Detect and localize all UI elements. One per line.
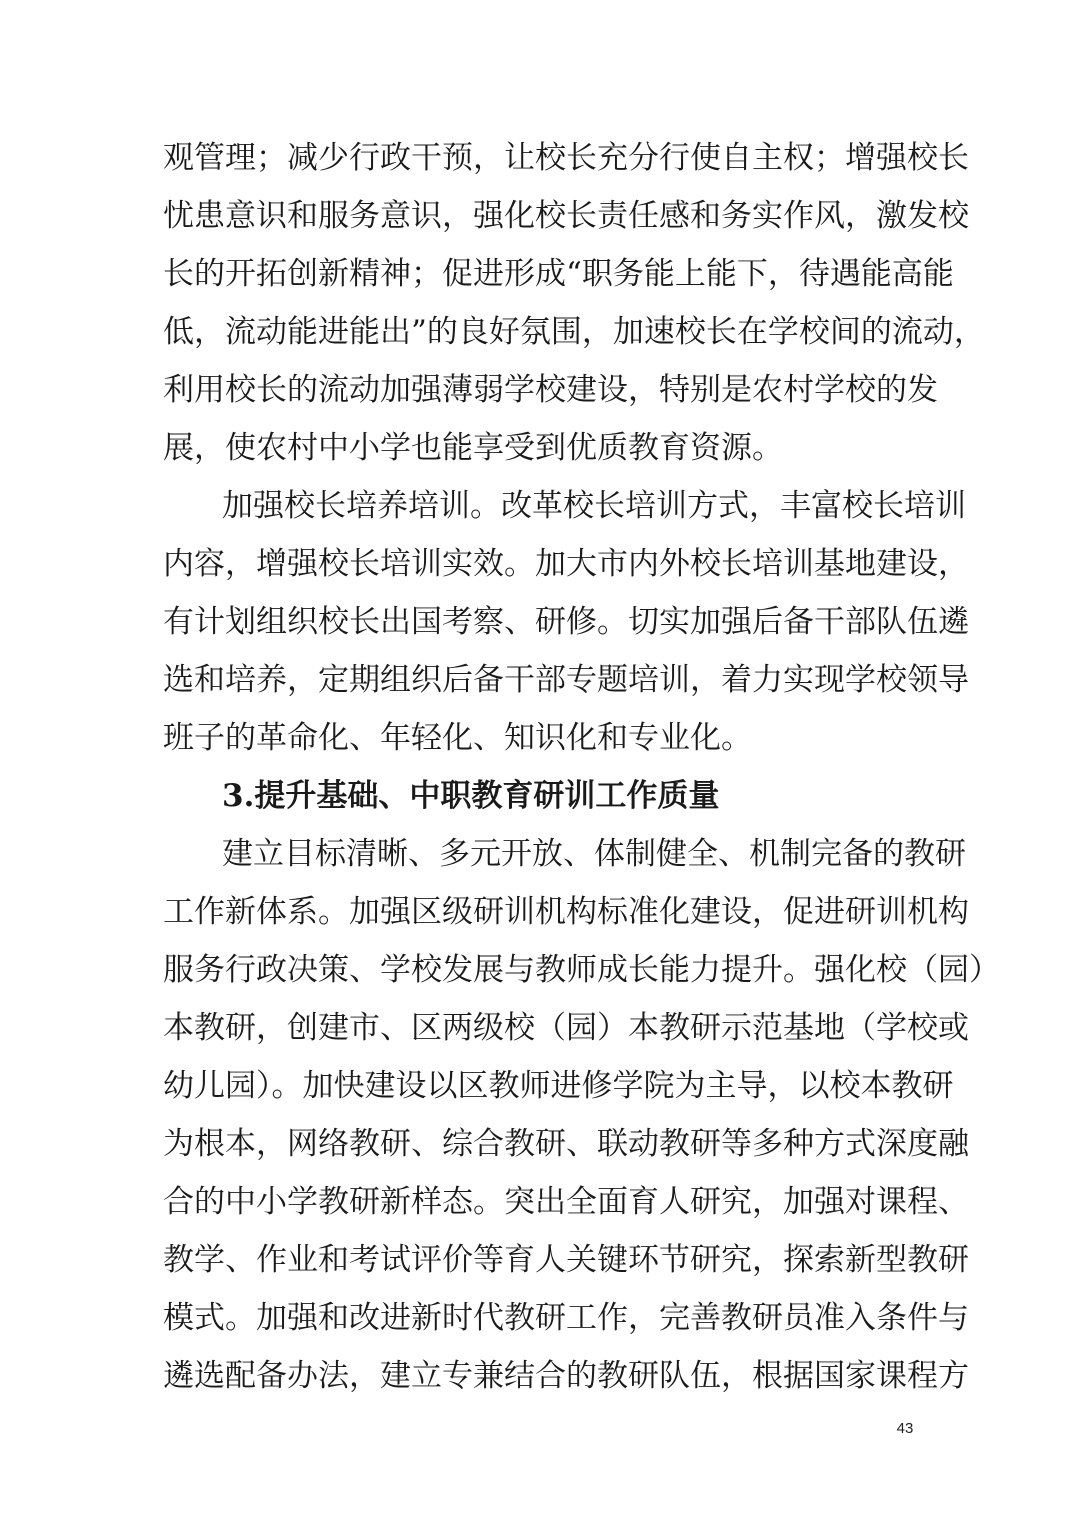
text-line: 观管理；减少行政干预，让校长充分行使自主权；增强校长 <box>163 140 969 176</box>
text-line: 忧患意识和服务意识，强化校长责任感和务实作风，激发校 <box>163 198 969 234</box>
text-line: 教学、作业和考试评价等育人关键环节研究，探索新型教研 <box>163 1242 969 1278</box>
text-line: 合的中小学教研新样态。突出全面育人研究，加强对课程、 <box>163 1184 969 1220</box>
text-line: 低，流动能进能出”的良好氛围，加速校长在学校间的流动， <box>163 314 985 350</box>
text-line: 模式。加强和改进新时代教研工作，完善教研员准入条件与 <box>163 1300 969 1336</box>
text-line: 内容，增强校长培训实效。加大市内外校长培训基地建设， <box>163 546 969 582</box>
section-heading: 3.提升基础、中职教育研训工作质量 <box>222 778 720 814</box>
text-line: 加强校长培养培训。改革校长培训方式，丰富校长培训 <box>222 488 966 524</box>
text-line: 工作新体系。加强区级研训机构标准化建设，促进研训机构 <box>163 894 969 930</box>
text-line: 为根本，网络教研、综合教研、联动教研等多种方式深度融 <box>163 1126 969 1162</box>
text-line: 长的开拓创新精神；促进形成“职务能上能下，待遇能高能 <box>163 256 954 292</box>
text-line: 建立目标清晰、多元开放、体制健全、机制完备的教研 <box>222 836 966 872</box>
text-line: 利用校长的流动加强薄弱学校建设，特别是农村学校的发 <box>163 372 938 408</box>
text-line: 幼儿园）。加快建设以区教师进修学院为主导，以校本教研 <box>163 1068 954 1104</box>
text-line: 遴选配备办法，建立专兼结合的教研队伍，根据国家课程方 <box>163 1358 969 1394</box>
text-line: 选和培养，定期组织后备干部专题培训，着力实现学校领导 <box>163 662 969 698</box>
text-line: 展，使农村中小学也能享受到优质教育资源。 <box>163 430 783 466</box>
page-number: 43 <box>896 1420 914 1437</box>
text-line: 班子的革命化、年轻化、知识化和专业化。 <box>163 720 752 756</box>
text-line: 本教研，创建市、区两级校（园）本教研示范基地（学校或 <box>163 1010 969 1046</box>
text-line: 服务行政决策、学校发展与教师成长能力提升。强化校（园） <box>163 952 1000 988</box>
text-line: 有计划组织校长出国考察、研修。切实加强后备干部队伍遴 <box>163 604 969 640</box>
